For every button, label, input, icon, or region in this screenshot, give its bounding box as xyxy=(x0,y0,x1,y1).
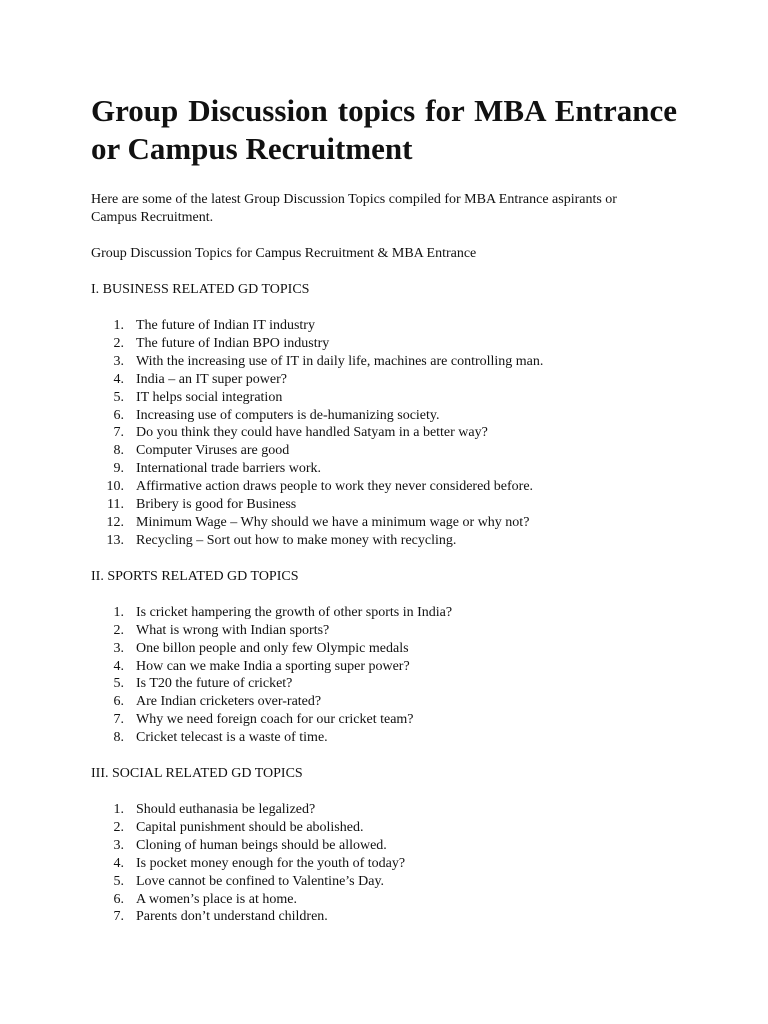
section-heading: I. BUSINESS RELATED GD TOPICS xyxy=(91,282,310,297)
list-item xyxy=(91,353,677,371)
list-item xyxy=(91,532,677,550)
title-line-2: or Campus Recruitment xyxy=(91,131,413,166)
topic-sections xyxy=(91,281,677,926)
list-item-number: 9. xyxy=(113,461,124,477)
list-item-number: 6. xyxy=(113,407,124,423)
list-item-text: What is wrong with Indian sports? xyxy=(136,622,330,638)
list-item-text: Computer Viruses are good xyxy=(136,443,290,459)
list-item-text: Cloning of human beings should be allowed. xyxy=(136,837,387,853)
list-item xyxy=(91,622,677,640)
list-item xyxy=(91,460,677,478)
list-item-number: 5. xyxy=(113,873,124,889)
section-heading: II. SPORTS RELATED GD TOPICS xyxy=(91,568,299,584)
list-item-text: Increasing use of computers is de-humanizing society. xyxy=(136,407,440,423)
list-item-text: International trade barriers work. xyxy=(136,461,322,477)
list-item xyxy=(91,424,677,442)
list-item-number: 13. xyxy=(106,532,124,548)
list-item xyxy=(91,478,677,496)
list-item-number: 7. xyxy=(113,425,124,441)
list-item-number: 3. xyxy=(113,837,124,853)
list-item xyxy=(91,389,677,407)
list-item-text: Bribery is good for Business xyxy=(136,497,297,513)
title-line-1: Group Discussion topics for MBA Entrance xyxy=(91,93,677,128)
list-item-number: 11. xyxy=(107,497,124,513)
list-item xyxy=(91,317,677,335)
list-item-number: 12. xyxy=(106,514,124,530)
topic-list xyxy=(91,801,677,926)
list-item-number: 3. xyxy=(113,353,124,369)
list-item-number: 2. xyxy=(113,335,124,351)
list-item xyxy=(91,514,677,532)
list-item-number: 3. xyxy=(113,640,124,656)
list-item-number: 1. xyxy=(113,604,124,620)
list-item-text: Love cannot be confined to Valentine’s Day. xyxy=(136,873,385,889)
list-item xyxy=(91,496,677,514)
list-item-number: 1. xyxy=(113,318,124,333)
list-item xyxy=(91,729,677,747)
page-title xyxy=(91,92,677,168)
list-item-text: Is T20 the future of cricket? xyxy=(136,676,293,692)
list-item-number: 8. xyxy=(113,730,124,746)
list-item-number: 7. xyxy=(113,909,124,925)
list-item-text: The future of Indian IT industry xyxy=(136,318,315,333)
list-item-text: Are Indian cricketers over-rated? xyxy=(136,694,322,710)
list-item-text: Is pocket money enough for the youth of today? xyxy=(136,855,406,871)
list-item xyxy=(91,675,677,693)
list-item-number: 7. xyxy=(113,712,124,728)
list-item-number: 10. xyxy=(106,479,124,495)
list-item-number: 8. xyxy=(113,443,124,459)
list-item xyxy=(91,873,677,891)
intro-paragraph: Here are some of the latest Group Discussion Topics compiled for MBA Entrance aspirants or Campus Recruitment. xyxy=(91,192,617,225)
list-item-text: How can we make India a sporting super power? xyxy=(136,658,410,674)
list-item-text: Is cricket hampering the growth of other sports in India? xyxy=(136,604,453,620)
list-item xyxy=(91,604,677,622)
list-item-number: 4. xyxy=(113,658,124,674)
list-item-text: Cricket telecast is a waste of time. xyxy=(136,730,328,746)
list-item xyxy=(91,640,677,658)
list-item xyxy=(91,711,677,729)
list-item xyxy=(91,335,677,353)
list-item-number: 6. xyxy=(113,694,124,710)
list-item-text: Why we need foreign coach for our cricket team? xyxy=(136,712,414,728)
list-item-text: Minimum Wage – Why should we have a minimum wage or why not? xyxy=(136,514,530,530)
list-item-text: A women’s place is at home. xyxy=(136,891,297,907)
list-item xyxy=(91,819,677,837)
list-item-text: Should euthanasia be legalized? xyxy=(136,802,316,818)
list-item xyxy=(91,407,677,425)
list-item-text: Capital punishment should be abolished. xyxy=(136,819,364,835)
list-item-number: 4. xyxy=(113,855,124,871)
list-item xyxy=(91,371,677,389)
list-item-number: 5. xyxy=(113,389,124,405)
list-item-number: 2. xyxy=(113,819,124,835)
list-item xyxy=(91,442,677,460)
section-heading: III. SOCIAL RELATED GD TOPICS xyxy=(91,766,303,782)
list-item-text: The future of Indian BPO industry xyxy=(136,335,330,351)
list-item-number: 1. xyxy=(113,802,124,818)
list-item-text: Recycling – Sort out how to make money with recycling. xyxy=(136,532,457,548)
list-item-text: With the increasing use of IT in daily life, machines are controlling man. xyxy=(136,353,544,369)
list-item xyxy=(91,891,677,909)
list-item-text: India – an IT super power? xyxy=(136,371,287,387)
list-item-text: Do you think they could have handled Satyam in a better way? xyxy=(136,425,488,441)
list-item-text: IT helps social integration xyxy=(136,389,283,405)
list-item xyxy=(91,658,677,676)
list-item xyxy=(91,837,677,855)
list-item-text: Parents don’t understand children. xyxy=(136,909,328,925)
topic-list xyxy=(91,604,677,747)
list-item-text: One billon people and only few Olympic medals xyxy=(136,640,409,656)
subheading: Group Discussion Topics for Campus Recruitment & MBA Entrance xyxy=(91,246,477,261)
list-item-number: 5. xyxy=(113,676,124,692)
list-item xyxy=(91,801,677,819)
list-item-text: Affirmative action draws people to work they never considered before. xyxy=(136,479,534,495)
list-item-number: 6. xyxy=(113,891,124,907)
list-item-number: 4. xyxy=(113,371,124,387)
list-item xyxy=(91,693,677,711)
list-item-number: 2. xyxy=(113,622,124,638)
document-page xyxy=(91,92,677,926)
list-item xyxy=(91,855,677,873)
topic-list xyxy=(91,317,677,550)
list-item xyxy=(91,908,677,926)
